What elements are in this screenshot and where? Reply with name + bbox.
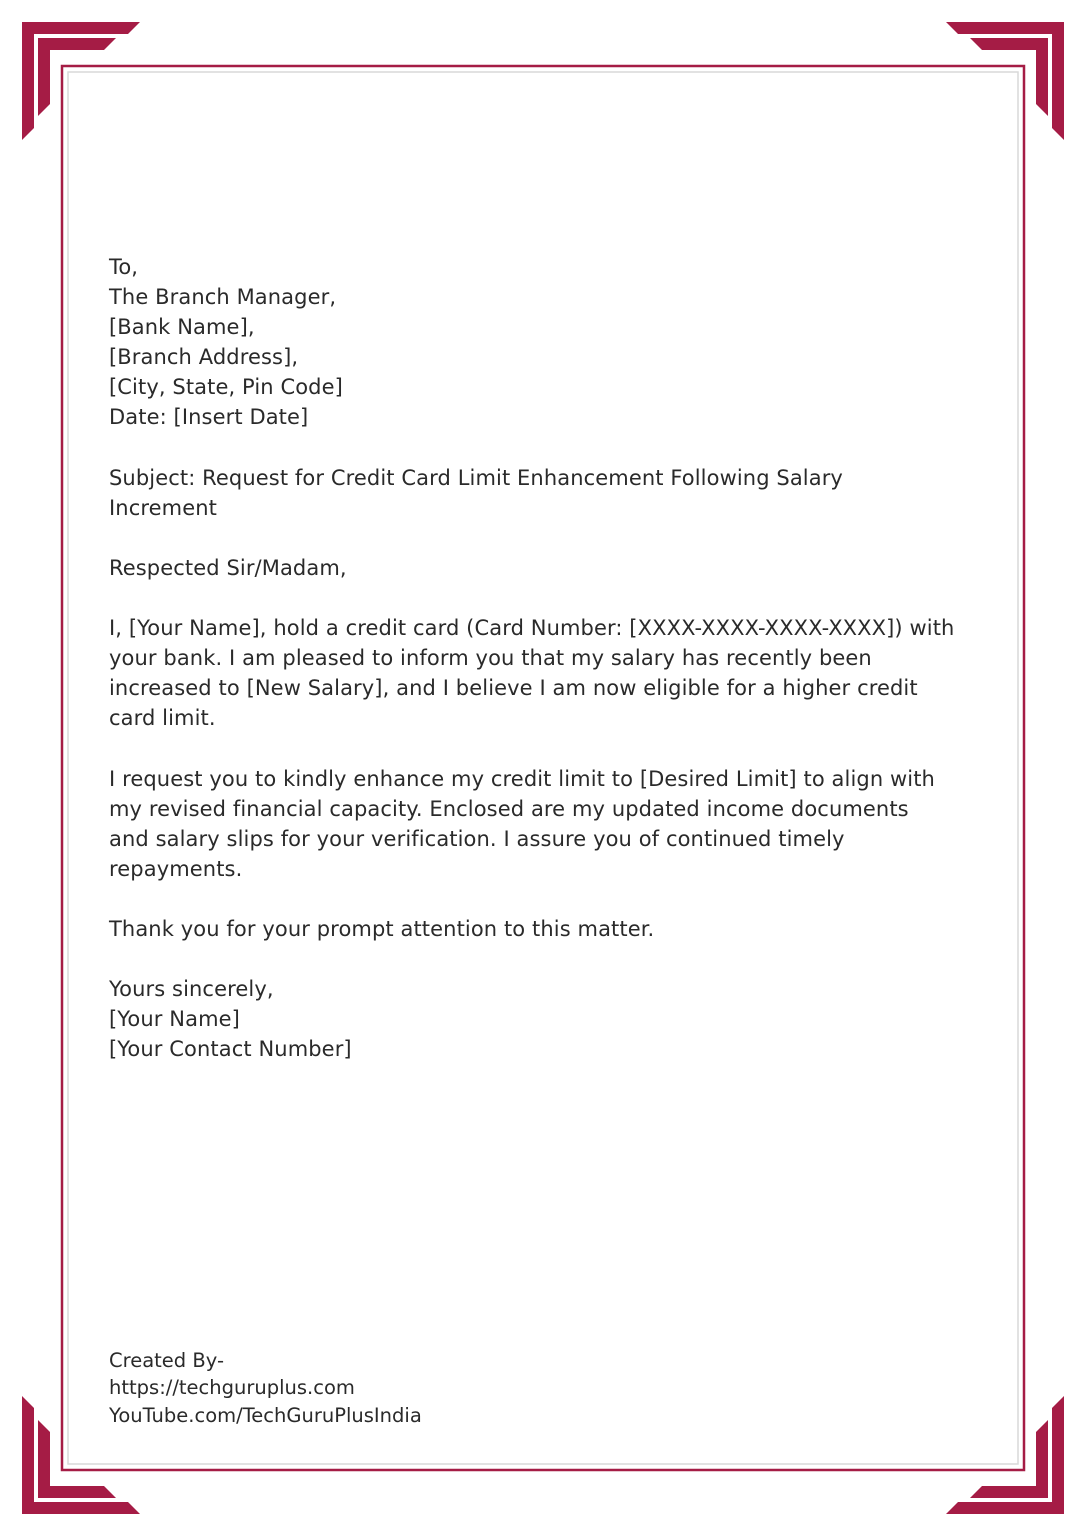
- paragraph-line: your bank. I am pleased to inform you that my salary has recently been: [109, 646, 872, 671]
- address-line: The Branch Manager,: [109, 285, 337, 310]
- paragraph-line: I, [Your Name], hold a credit card (Card Number: [XXXX-XXXX-XXXX-XXXX]) with: [109, 616, 955, 641]
- signer-contact: [Your Contact Number]: [109, 1037, 352, 1062]
- address-line: To,: [109, 255, 139, 279]
- subject-block: [109, 463, 989, 523]
- signer-name: [Your Name]: [109, 1007, 240, 1032]
- created-by-label: Created By-: [109, 1349, 224, 1372]
- letter-body: [109, 252, 989, 1065]
- closing-line: Yours sincerely,: [109, 977, 274, 1002]
- address-line: [City, State, Pin Code]: [109, 375, 343, 400]
- paragraph-2: [109, 764, 989, 884]
- address-line: [Bank Name],: [109, 315, 255, 340]
- youtube-link[interactable]: YouTube.com/TechGuruPlusIndia: [109, 1403, 422, 1427]
- credits-footer: [109, 1347, 422, 1429]
- paragraph-line: and salary slips for your verification. I assure you of continued timely: [109, 826, 845, 851]
- date-line: Date: [Insert Date]: [109, 405, 309, 430]
- closing-block: [109, 974, 989, 1064]
- address-line: [Branch Address],: [109, 345, 299, 370]
- corner-ornament-bottom-right: [946, 1396, 1064, 1514]
- subject-line: Increment: [109, 495, 217, 520]
- paragraph-1: [109, 613, 989, 733]
- subject-line: Subject: Request for Credit Card Limit Enhancement Following Salary: [109, 465, 843, 490]
- paragraph-3: Thank you for your prompt attention to this matter.: [109, 917, 655, 942]
- recipient-address-block: [109, 252, 989, 433]
- website-link[interactable]: https://techguruplus.com: [109, 1376, 355, 1400]
- paragraph-line: card limit.: [109, 706, 216, 731]
- salutation: Respected Sir/Madam,: [109, 555, 347, 580]
- paragraph-line: I request you to kindly enhance my credit limit to [Desired Limit] to align with: [109, 766, 935, 791]
- paragraph-line: increased to [New Salary], and I believe I am now eligible for a higher credit: [109, 676, 918, 701]
- corner-ornament-top-right: [946, 22, 1064, 140]
- paragraph-line: my revised financial capacity. Enclosed are my updated income documents: [109, 796, 909, 821]
- corner-ornament-top-left: [22, 22, 140, 140]
- paragraph-line: repayments.: [109, 856, 243, 881]
